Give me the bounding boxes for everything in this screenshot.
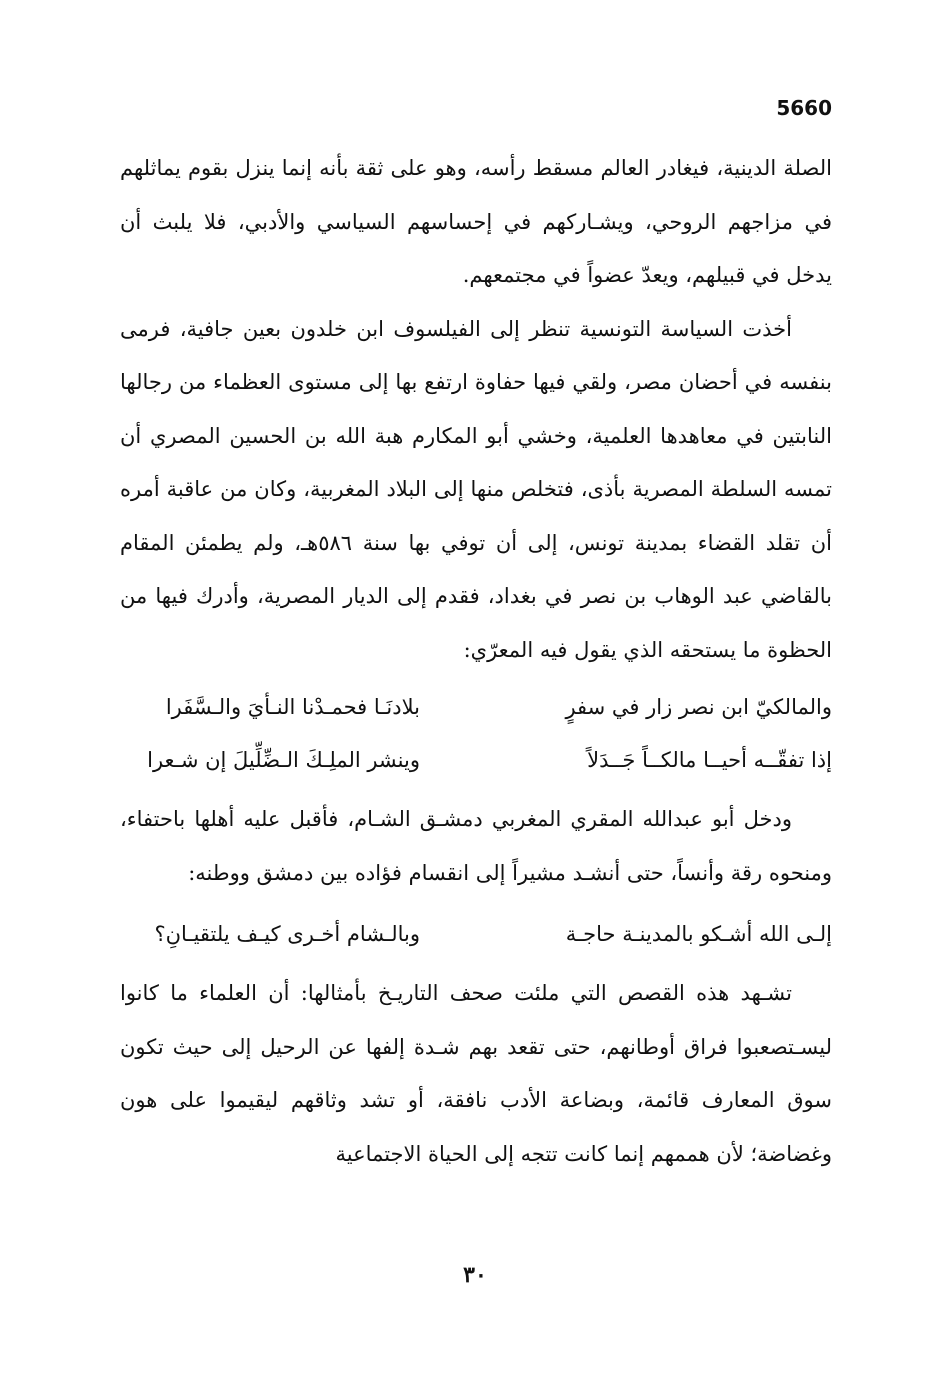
paragraph-4: تشـهد هذه القصص التي ملئت صحف التاريـخ بأمثالها: أن العلماء ما كانوا ليسـتصعبوا فراق أوطانهم، حتى تقعد بهم شـدة إلفها عن الرحيل إلى حيث تكون سوق المعارف قائمة، وبضاعة الأدب نافقة، أو تشد وثاقهم ليقيموا على هون وغضاضة؛ لأن هممهم إنما كانت تتجه إلى الحياة الاجتماعية xyxy=(120,981,832,1166)
page-number: ٣٠ xyxy=(463,1262,487,1288)
poem-almaqqari xyxy=(120,908,832,961)
verse-second-hemistich: وبالـشام أخـرى كيـف يلتقيـانِ؟ xyxy=(154,922,420,946)
verse-second-hemistich: وينشر الملِـكَ الـضِّلِّيلَ إن شـعرا xyxy=(147,748,420,772)
verse-first-hemistich: إلـى الله أشـكو بالمدينـة حاجـة xyxy=(565,922,832,946)
poem-verse xyxy=(120,734,832,787)
poem-verse xyxy=(120,908,832,961)
paragraph-2: أخذت السياسة التونسية تنظر إلى الفيلسوف ابن خلدون بعين جافية، فرمى بنفسه في أحضان مصر، ولقي فيها حفاوة ارتفع بها إلى مستوى العظماء من رجالها النابتين في معاهدها العلمية، وخشي أبو المكارم هبة الله بن الحسين المصري أن تمسه السلطة المصرية بأذى، فتخلص منها إلى البلاد المغربية، وكان من عاقبة أمره أن تقلد القضاء بمدينة تونس، إلى أن توفي بها سنة ٥٨٦هـ، ولم يطمئن المقام بالقاضي عبد الوهاب بن نصر في بغداد، فقدم إلى الديار المصرية، وأدرك فيها من الحظوة ما يستحقه الذي يقول فيه المعرّي: xyxy=(120,316,832,662)
poem-verse xyxy=(120,681,832,734)
verse-first-hemistich: إذا تفقّــه أحيــا مالكــاً جَــدَلاً xyxy=(587,748,832,772)
body-text xyxy=(120,142,832,1181)
verse-first-hemistich: والمالكيّ ابن نصر زار في سفرٍ xyxy=(565,695,832,719)
verse-second-hemistich: بلادنَـا فحمـدْنا النـأيَ والـسَّفَرا xyxy=(165,695,420,719)
paragraph-3: ودخل أبو عبدالله المقري المغربي دمشـق الشـام، فأقبل عليه أهلها باحتفاء، ومنحوه رقة وأنساً، حتى أنشـد مشيراً إلى انقسام فؤاده بين دمشق ووطنه: xyxy=(120,807,832,885)
reference-number: 5660 xyxy=(776,96,832,120)
paragraph-1: الصلة الدينية، فيغادر العالم مسقط رأسه، وهو على ثقة بأنه إنما ينزل بقوم يماثلهم في مزاجهم الروحي، ويشـاركهم في إحساسهم السياسي والأدبي، فلا يلبث أن يدخل في قبيلهم، ويعدّ عضواً في مجتمعهم. xyxy=(120,156,832,287)
poem-almaarri xyxy=(120,681,832,787)
